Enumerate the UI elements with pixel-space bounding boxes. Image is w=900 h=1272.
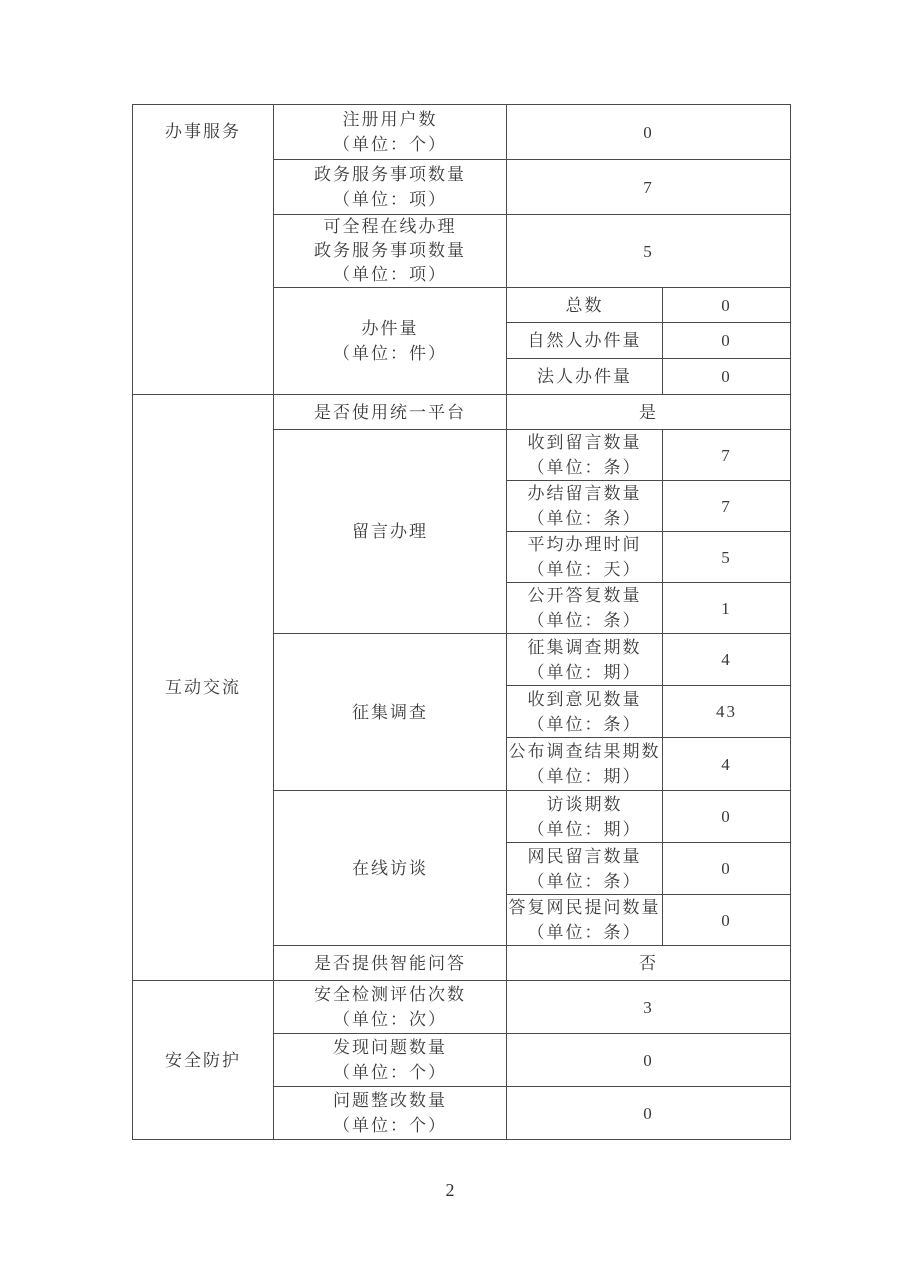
metric-label-cell — [274, 981, 507, 1034]
metric-name: 发现问题数量 — [333, 1038, 447, 1057]
submetric-label-cell: 法人办件量 — [507, 359, 663, 395]
submetric-label-cell — [507, 481, 663, 532]
submetric-label-cell: 总数 — [507, 288, 663, 323]
metric-name: 政务服务事项数量 — [314, 165, 466, 184]
metric-name: 收到意见数量 — [527, 689, 642, 709]
submetric-value-cell: 0 — [663, 791, 791, 843]
submetric-label-cell — [507, 583, 663, 634]
metric-value-cell: 0 — [507, 1087, 791, 1140]
section-label-service — [133, 105, 274, 395]
submetric-label-cell — [507, 895, 663, 946]
group-unit: （单位：件） — [333, 344, 447, 363]
submetric-value-cell: 7 — [663, 430, 791, 481]
metric-unit: （单位：项） — [333, 190, 447, 209]
submetric-label-cell: 自然人办件量 — [507, 323, 663, 359]
submetric-label-cell — [507, 634, 663, 686]
group-label-cell: 征集调查 — [274, 634, 507, 791]
metric-value-cell: 0 — [507, 105, 791, 160]
metric-name: 网民留言数量 — [527, 846, 642, 866]
metric-unit: （单位：个） — [333, 1116, 447, 1135]
submetric-label-cell — [507, 532, 663, 583]
table-row — [133, 395, 791, 430]
submetric-value-cell: 0 — [663, 843, 791, 895]
submetric-value-cell: 0 — [663, 359, 791, 395]
page-number: 2 — [445, 1180, 455, 1200]
metric-unit: （单位：条） — [527, 714, 642, 734]
submetric-label-cell — [507, 791, 663, 843]
metric-name: 平均办理时间 — [527, 535, 642, 554]
metric-unit: （单位：项） — [333, 265, 447, 284]
metric-label-cell: 是否提供智能问答 — [274, 946, 507, 981]
table-row — [133, 105, 791, 160]
metric-label-cell — [274, 160, 507, 215]
metric-label-cell — [274, 1087, 507, 1140]
metric-label-cell: 是否使用统一平台 — [274, 395, 507, 430]
submetric-value-cell: 5 — [663, 532, 791, 583]
section-label-security — [133, 981, 274, 1140]
metric-name: 访谈期数 — [546, 794, 623, 814]
metric-unit: （单位：条） — [527, 611, 642, 630]
metric-name: 办结留言数量 — [527, 484, 642, 503]
metric-name: 公开答复数量 — [527, 586, 642, 605]
group-label-cell: 留言办理 — [274, 430, 507, 634]
metric-name: 收到留言数量 — [527, 433, 642, 452]
metric-name: 安全检测评估次数 — [314, 985, 466, 1004]
metric-unit: （单位：天） — [527, 560, 642, 579]
metric-label-cell — [274, 215, 507, 288]
metric-unit: （单位：个） — [333, 135, 447, 154]
submetric-value-cell: 4 — [663, 634, 791, 686]
metric-value-cell: 7 — [507, 160, 791, 215]
metric-unit: （单位：次） — [333, 1010, 447, 1029]
statistics-table — [132, 104, 791, 1140]
submetric-label-cell — [507, 686, 663, 738]
metric-value-cell: 0 — [507, 1034, 791, 1087]
metric-name: 征集调查期数 — [527, 637, 642, 657]
section-label: 办事服务 — [165, 122, 241, 141]
metric-unit: （单位：个） — [333, 1063, 447, 1082]
section-label: 互动交流 — [165, 678, 241, 697]
metric-name: 公布调查结果期数 — [508, 742, 661, 761]
submetric-label-cell — [507, 738, 663, 791]
metric-value-cell: 3 — [507, 981, 791, 1034]
table-row — [133, 981, 791, 1034]
submetric-label-cell — [507, 430, 663, 481]
group-name: 办件量 — [361, 319, 419, 338]
metric-value-cell: 是 — [507, 395, 791, 430]
metric-value-cell: 否 — [507, 946, 791, 981]
metric-label-cell — [274, 105, 507, 160]
submetric-value-cell: 1 — [663, 583, 791, 634]
group-label-cell: 在线访谈 — [274, 791, 507, 946]
metric-unit: （单位：条） — [527, 509, 642, 528]
submetric-value-cell: 43 — [663, 686, 791, 738]
section-label-interaction — [133, 395, 274, 981]
metric-name: 问题整改数量 — [333, 1091, 447, 1110]
metric-name-line2: 政务服务事项数量 — [314, 241, 466, 260]
metric-value-cell: 5 — [507, 215, 791, 288]
metric-unit: （单位：条） — [527, 871, 642, 891]
metric-label-cell — [274, 1034, 507, 1087]
submetric-value-cell: 0 — [663, 323, 791, 359]
metric-name: 注册用户数 — [342, 110, 438, 129]
metric-name: 可全程在线办理 — [323, 217, 457, 236]
metric-unit: （单位：期） — [527, 767, 642, 786]
metric-unit: （单位：期） — [527, 662, 642, 682]
group-label-cell — [274, 288, 507, 395]
submetric-value-cell: 0 — [663, 895, 791, 946]
section-label: 安全防护 — [165, 1050, 241, 1070]
metric-unit: （单位：条） — [527, 458, 642, 477]
submetric-value-cell: 7 — [663, 481, 791, 532]
metric-name: 答复网民提问数量 — [508, 898, 661, 917]
metric-unit: （单位：期） — [527, 819, 642, 839]
submetric-label-cell — [507, 843, 663, 895]
submetric-value-cell: 0 — [663, 288, 791, 323]
submetric-value-cell: 4 — [663, 738, 791, 791]
metric-unit: （单位：条） — [527, 923, 642, 942]
